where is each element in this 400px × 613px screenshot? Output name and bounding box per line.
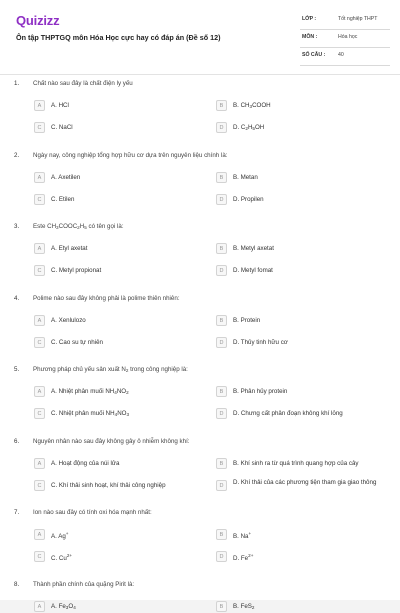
- option-text: [233, 339, 288, 346]
- option-letter-box: A: [34, 243, 45, 254]
- answer-option-a[interactable]: [34, 601, 194, 613]
- text-run: D. Khí thải của các phương tiện tham gia giao thông: [233, 478, 377, 486]
- text-run: D. C: [233, 124, 246, 131]
- subscript: 2: [251, 604, 255, 610]
- option-text: [51, 102, 69, 109]
- question-number: 4.: [14, 294, 20, 302]
- text-run: C. Cu: [51, 555, 67, 562]
- text-run: B. Na: [233, 533, 249, 540]
- meta-label: LỚP :: [302, 16, 317, 22]
- option-letter-box: B: [216, 458, 227, 469]
- text-run: A. Nhiệt phân muối NH: [51, 388, 115, 395]
- answer-option-a[interactable]: [34, 529, 194, 541]
- text-run: D. Fe: [233, 555, 249, 562]
- answer-option-b[interactable]: [216, 458, 386, 470]
- text-run: A. Axetilen: [51, 173, 81, 181]
- text-run: B. Metan: [233, 173, 258, 181]
- option-text: [51, 553, 72, 562]
- option-letter-box: C: [34, 551, 45, 562]
- option-letter-box: C: [34, 122, 45, 133]
- text-run: C. NaCl: [51, 124, 73, 131]
- meta-label: SỐ CÂU :: [302, 52, 326, 58]
- option-text: [233, 196, 264, 203]
- option-text: [233, 553, 253, 562]
- option-letter-box: D: [216, 122, 227, 133]
- text-run: Phương pháp chủ yếu sản xuất N: [33, 366, 126, 373]
- answer-option-c[interactable]: [34, 337, 194, 349]
- question-text: Polime nào sau đây không phải là polime thiên nhiên:: [33, 294, 180, 302]
- text-run: OH: [254, 124, 265, 131]
- answer-option-b[interactable]: [216, 601, 386, 613]
- question-text: Nguyên nhân nào sau đây không gây ô nhiễm không khí:: [33, 437, 190, 445]
- subscript: 2: [77, 225, 80, 230]
- answer-option-b[interactable]: [216, 243, 386, 255]
- answer-option-d[interactable]: [216, 480, 386, 492]
- answer-option-c[interactable]: [34, 265, 194, 277]
- answer-option-b[interactable]: [216, 529, 386, 541]
- subscript: 4: [114, 390, 117, 395]
- option-letter-box: B: [216, 386, 227, 397]
- subscript: 4: [114, 412, 118, 417]
- answer-option-c[interactable]: [34, 408, 194, 420]
- option-letter-box: B: [216, 243, 227, 254]
- option-letter-box: D: [216, 337, 227, 348]
- answer-option-c[interactable]: [34, 194, 194, 206]
- subscript: 2: [126, 390, 129, 395]
- answer-option-b[interactable]: [216, 386, 386, 398]
- text-run: A. Etyl axetat: [51, 245, 88, 252]
- text-run: A. Hoạt động của núi lửa: [51, 459, 120, 467]
- answer-option-d[interactable]: [216, 408, 386, 420]
- text-run: A. HCl: [51, 102, 69, 109]
- option-text: [51, 245, 87, 252]
- option-letter-box: A: [34, 601, 45, 612]
- option-text: [233, 174, 258, 181]
- quizizz-logo: Quizizz: [16, 13, 60, 28]
- answer-option-d[interactable]: [216, 194, 386, 206]
- question-number: 1.: [14, 80, 20, 87]
- superscript: +: [248, 531, 252, 536]
- option-text: [233, 267, 273, 274]
- option-text: [233, 102, 271, 109]
- answer-option-a[interactable]: [34, 172, 194, 184]
- text-run: B. Protein: [233, 316, 261, 324]
- answer-option-d[interactable]: [216, 265, 386, 277]
- worksheet-title: Ôn tập THPTGQ môn Hóa Học cực hay có đáp án (Đề số 12): [16, 33, 221, 42]
- answer-option-d[interactable]: [216, 551, 386, 563]
- option-text: [233, 410, 343, 417]
- text-run: A. Fe: [51, 602, 66, 610]
- answer-option-c[interactable]: [34, 551, 194, 563]
- option-letter-box: A: [34, 386, 45, 397]
- meta-row-count: [300, 48, 390, 66]
- option-letter-box: A: [34, 458, 45, 469]
- answer-option-a[interactable]: [34, 386, 194, 398]
- meta-row-class: [300, 12, 390, 30]
- text-run: H: [79, 223, 85, 230]
- option-letter-box: C: [34, 265, 45, 276]
- option-text: [233, 388, 287, 395]
- subscript: 3: [126, 412, 130, 417]
- option-letter-box: C: [34, 408, 45, 419]
- superscript: 2+: [66, 553, 73, 558]
- option-letter-box: B: [216, 315, 227, 326]
- text-run: B. Khí sinh ra từ quá trình quang hợp của cây: [233, 459, 359, 467]
- question-text: Thành phần chính của quặng Pirit là:: [33, 580, 135, 588]
- option-text: [51, 410, 129, 417]
- subscript: 3: [56, 225, 59, 230]
- option-text: [51, 482, 166, 489]
- option-letter-box: B: [216, 529, 227, 540]
- question-number: 8.: [14, 580, 20, 588]
- option-letter-box: B: [216, 601, 227, 612]
- option-text: [233, 603, 254, 610]
- option-letter-box: D: [216, 551, 227, 562]
- header-divider: [0, 74, 400, 75]
- option-text: [233, 531, 251, 540]
- option-text: [51, 531, 68, 540]
- text-run: COOH: [252, 102, 271, 109]
- text-run: C. Nhiệt phân muối NH: [51, 410, 115, 417]
- superscript: 2+: [248, 553, 254, 558]
- option-text: [233, 460, 359, 467]
- option-text: [233, 479, 383, 487]
- option-text: [51, 174, 80, 181]
- option-letter-box: D: [216, 194, 227, 205]
- question-text: [33, 366, 373, 373]
- text-run: D. Thủy tinh hữu cơ: [233, 338, 288, 346]
- answer-option-a[interactable]: [34, 458, 194, 470]
- option-text: [51, 196, 74, 203]
- text-run: B. FeS: [233, 602, 252, 610]
- option-text: [51, 603, 76, 610]
- meta-value: Tốt nghiệp THPT: [338, 16, 378, 22]
- text-run: A. Ag: [51, 533, 66, 540]
- text-run: NO: [116, 388, 127, 395]
- text-run: D. Propilen: [233, 195, 264, 203]
- question-text: Ngày nay, công nghiệp tổng hợp hữu cơ dựa trên nguyên liệu chính là:: [33, 151, 228, 159]
- option-letter-box: A: [34, 529, 45, 540]
- answer-option-b[interactable]: [216, 100, 386, 112]
- option-letter-box: C: [34, 480, 45, 491]
- answer-option-d[interactable]: [216, 337, 386, 349]
- answer-option-a[interactable]: [34, 243, 194, 255]
- text-run: A. Xenlulozo: [51, 316, 86, 324]
- meta-value: Hóa học: [338, 34, 358, 40]
- answer-option-c[interactable]: [34, 480, 194, 492]
- option-letter-box: D: [216, 480, 227, 491]
- superscript: +: [65, 531, 69, 536]
- text-run: D. Chưng cất phân đoạn không khí lỏng: [233, 410, 343, 417]
- answer-option-c[interactable]: [34, 122, 194, 134]
- text-run: B. Phân hủy protein: [233, 388, 288, 395]
- subscript: 4: [73, 604, 76, 610]
- meta-row-subject: [300, 30, 390, 48]
- text-run: B. CH: [233, 102, 250, 109]
- text-run: C. Khí thải sinh hoạt, khí thải công nghiệp: [51, 481, 166, 489]
- text-run: C. Cao su tự nhiên: [51, 338, 103, 346]
- option-text: [51, 388, 129, 395]
- meta-label: MÔN :: [302, 34, 318, 40]
- subscript: 5: [252, 126, 255, 131]
- option-letter-box: A: [34, 100, 45, 111]
- question-number: 7.: [14, 509, 20, 516]
- question-number: 5.: [14, 366, 20, 373]
- subscript: 2: [245, 126, 248, 131]
- answer-option-b[interactable]: [216, 315, 386, 327]
- subscript: 5: [84, 225, 87, 230]
- text-run: NO: [117, 410, 127, 417]
- option-text: [233, 245, 274, 252]
- text-run: COOC: [58, 223, 78, 230]
- answer-option-d[interactable]: [216, 122, 386, 134]
- option-text: [51, 317, 86, 324]
- question-text: Ion nào sau đây có tính oxi hóa mạnh nhất:: [33, 509, 152, 516]
- text-run: có tên gọi là:: [86, 223, 124, 230]
- question-number: 6.: [14, 437, 20, 445]
- question-text: Chất nào sau đây là chất điện ly yếu: [33, 80, 133, 87]
- meta-value: 40: [338, 52, 344, 58]
- answer-option-a[interactable]: [34, 100, 194, 112]
- question-text: [33, 223, 373, 230]
- text-run: O: [68, 602, 74, 610]
- answer-option-b[interactable]: [216, 172, 386, 184]
- option-text: [233, 124, 264, 131]
- question-number: 2.: [14, 151, 20, 159]
- option-letter-box: B: [216, 172, 227, 183]
- option-letter-box: A: [34, 315, 45, 326]
- option-letter-box: C: [34, 337, 45, 348]
- option-text: [233, 317, 260, 324]
- option-text: [51, 124, 73, 131]
- option-text: [51, 339, 103, 346]
- subscript: 3: [249, 104, 253, 109]
- option-text: [51, 267, 101, 274]
- question-number: 3.: [14, 223, 20, 230]
- text-run: C. Etilen: [51, 195, 75, 203]
- text-run: D. Metyl fomat: [233, 267, 273, 274]
- text-run: Este CH: [33, 223, 57, 230]
- subscript: 2: [125, 368, 129, 373]
- option-letter-box: C: [34, 194, 45, 205]
- option-letter-box: A: [34, 172, 45, 183]
- text-run: trong công nghiệp là:: [128, 366, 188, 373]
- option-letter-box: D: [216, 265, 227, 276]
- answer-option-a[interactable]: [34, 315, 194, 327]
- worksheet-meta: [300, 12, 390, 66]
- option-text: [51, 460, 119, 467]
- text-run: H: [247, 124, 253, 131]
- text-run: C. Metyl propionat: [51, 267, 102, 274]
- option-letter-box: B: [216, 100, 227, 111]
- option-letter-box: D: [216, 408, 227, 419]
- text-run: B. Metyl axetat: [233, 245, 274, 252]
- worksheet-header: [0, 0, 400, 70]
- subscript: 3: [65, 604, 69, 610]
